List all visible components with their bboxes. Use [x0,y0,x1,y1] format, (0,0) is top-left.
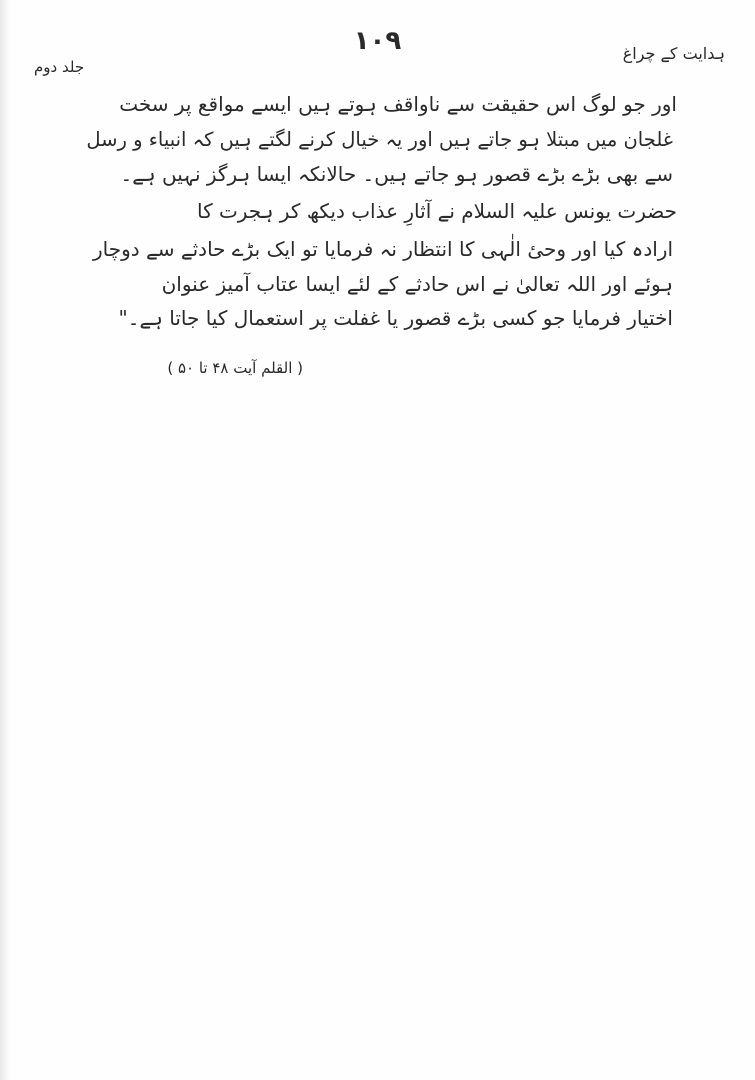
volume-label: جلد دوم [34,58,85,76]
body-line: ارادہ کیا اور وحیٔ الٰہی کا انتظار نہ فرمایا تو ایک بڑے حادثے سے دوچار [93,237,673,261]
quran-citation: ( القلم آیت ۴۸ تا ۵۰ ) [167,359,303,377]
scan-edge-shadow [0,0,10,1080]
body-line: سے بھی بڑے بڑے قصور ہو جاتے ہیں۔ حالانکہ ایسا ہرگز نہیں ہے۔ [120,162,673,186]
body-line: اختیار فرمایا جو کسی بڑے قصور یا غفلت پر استعمال کیا جاتا ہے۔" [118,306,673,330]
body-line: ہوئے اور اللہ تعالیٰ نے اس حادثے کے لئے ایسا عتاب آمیز عنوان [161,272,673,296]
body-line: حضرت یونس علیہ السلام نے آثارِ عذاب دیکھ کر ہجرت کا [196,199,677,223]
body-line: اور جو لوگ اس حقیقت سے ناواقف ہوتے ہیں ایسے مواقع پر سخت [119,92,677,116]
page-number: ۱۰۹ [353,26,402,56]
book-title: ہدایت کے چراغ [622,44,725,63]
body-line: غلجان میں مبتلا ہو جاتے ہیں اور یہ خیال کرنے لگتے ہیں کہ انبیاء و رسل [86,128,673,151]
